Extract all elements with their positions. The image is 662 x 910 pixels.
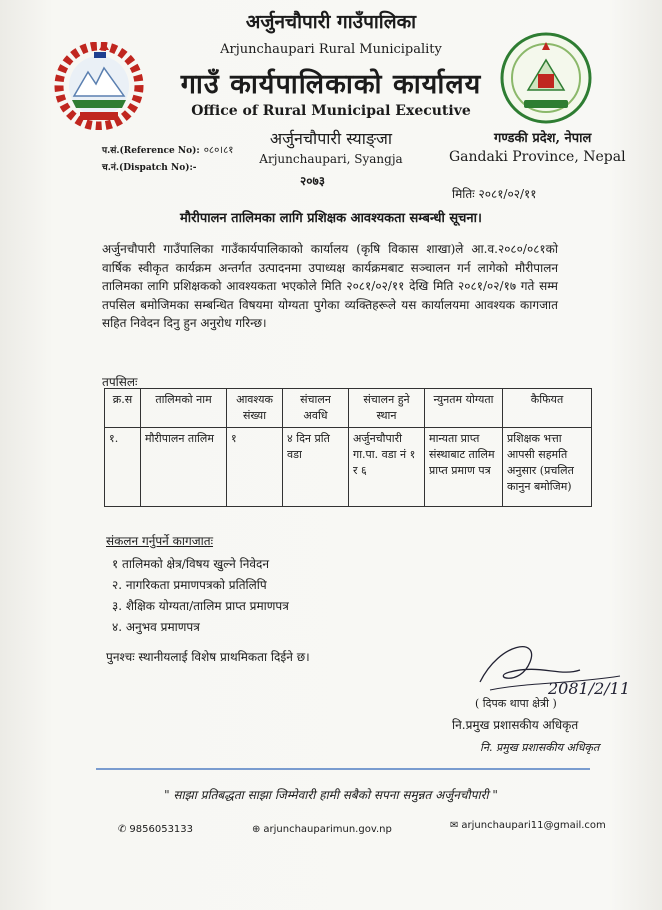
- table-cell: अर्जुनचौपारी गा.पा. वडा नं १ र ६: [349, 428, 425, 507]
- table-header-row: [105, 389, 592, 428]
- table-cell: मौरीपालन तालिम: [141, 428, 227, 507]
- phone-icon: ✆: [118, 824, 127, 835]
- table-cell: ४ दिन प्रति वडा: [283, 428, 349, 507]
- globe-icon: ⊕: [252, 824, 261, 835]
- footer-email: [450, 820, 606, 831]
- list-item: ४. अनुभव प्रमाणपत्र: [112, 620, 200, 634]
- table-header: आवश्यक संख्या: [227, 389, 283, 428]
- letter-subject: मौरीपालन तालिमका लागि प्रशिक्षक आवश्यकता सम्बन्धी सूचना।: [180, 211, 482, 226]
- municipality-name-np: अर्जुनचौपारी गाउँपालिका: [245, 11, 417, 33]
- reference-label: प.सं.(Reference No):: [102, 146, 200, 156]
- table-cell: १.: [105, 428, 141, 507]
- table-header: तालिमको नाम: [141, 389, 227, 428]
- table-row: [105, 428, 592, 507]
- postscript-note: पुनश्चः स्थानीयलाई विशेष प्राथमिकता दिईने छ।: [106, 650, 310, 664]
- office-name-en: Office of Rural Municipal Executive: [191, 103, 471, 119]
- province-en: Gandaki Province, Nepal: [449, 149, 626, 165]
- province-np: गण्डकी प्रदेश, नेपाल: [494, 131, 592, 146]
- dispatch-label: च.नं.(Dispatch No):-: [102, 163, 197, 173]
- list-item: २. नागरिकता प्रमाणपत्रको प्रतिलिपि: [112, 578, 267, 592]
- documents-title: संकलन गर्नुपर्ने कागजातः: [106, 534, 214, 548]
- table-header: कैफियत: [503, 389, 592, 428]
- office-name-np: गाउँ कार्यपालिकाको कार्यालय: [180, 69, 482, 100]
- letter-body: अर्जुनचौपारी गाउँपालिका गाउँकार्यपालिकाको कार्यालय (कृषि विकास शाखा)ले आ.व.२०८०/०८१को वार्षिक स्वीकृत कार्यक्रम अन्तर्गत उत्पादनमा उपाध्यक्ष कार्यक्रमबाट सञ्चालन गर्न लागेको मौरीपालन तालिमका लागि प्रशिक्षकको आवश्यकता भएकोले मिति २०८१/०२/११ देखि मिति २०८१/०२/१७ गते सम्म तपसिल बमोजिमका सम्बन्धित विषयमा योग्यता पुगेका व्यक्तिहरूले यस कार्यालयमा आवश्यक कागजात सहित निवेदन दिनु हुन अनुरोध गरिन्छ।: [102, 242, 558, 330]
- footer-website: [252, 824, 392, 835]
- establishment-year: २०७३: [300, 174, 325, 188]
- list-item: १ तालिमको क्षेत्र/विषय खुल्ने निवेदन: [112, 557, 270, 571]
- place-en: Arjunchaupari, Syangja: [259, 152, 403, 166]
- training-table: [104, 388, 592, 507]
- email-address: arjunchaupari11@gmail.com: [461, 820, 606, 831]
- signatory-name: ( दिपक थापा क्षेत्री ): [475, 697, 557, 710]
- table-cell: प्रशिक्षक भत्ता आपसी सहमति अनुसार (प्रचलित कानुन बमोजिम): [503, 428, 592, 507]
- reference-number: [102, 142, 233, 156]
- table-header: न्युनतम योग्यता: [425, 389, 503, 428]
- details-label: तपसिलः: [102, 375, 138, 389]
- footer-phone: [118, 824, 193, 835]
- municipality-name-en: Arjunchaupari Rural Municipality: [220, 42, 442, 57]
- website-url: arjunchauparimun.gov.np: [263, 824, 392, 835]
- phone-number: 9856053133: [129, 824, 194, 835]
- signature-date: 2081/2/11: [548, 679, 631, 698]
- table-cell: १: [227, 428, 283, 507]
- place-np: अर्जुनचौपारी स्याङ्जा: [269, 129, 393, 148]
- signatory-title: नि.प्रमुख प्रशासकीय अधिकृत: [452, 718, 579, 732]
- signatory-stamp: नि. प्रमुख प्रशासकीय अधिकृत: [480, 741, 600, 754]
- footer-divider: [96, 768, 590, 770]
- table-header: संचालन अवधि: [283, 389, 349, 428]
- table-cell: मान्यता प्राप्त संस्थाबाट तालिम प्राप्त प्रमाण पत्र: [425, 428, 503, 507]
- footer-slogan: " साझा प्रतिबद्धता साझा जिम्मेवारी हामी सबैको सपना समुन्नत अर्जुनचौपारी ": [164, 788, 498, 802]
- mail-icon: ✉: [450, 820, 459, 831]
- letter-date: मितिः २०८१/०२/११: [452, 187, 537, 201]
- table-header: संचालन हुने स्थान: [349, 389, 425, 428]
- table-header: क्र.स: [105, 389, 141, 428]
- reference-value: ०८०।८१: [203, 145, 234, 156]
- list-item: ३. शैक्षिक योग्यता/तालिम प्राप्त प्रमाणपत्र: [112, 599, 289, 613]
- documents-list: [112, 554, 289, 638]
- handwritten-signature: [470, 632, 640, 702]
